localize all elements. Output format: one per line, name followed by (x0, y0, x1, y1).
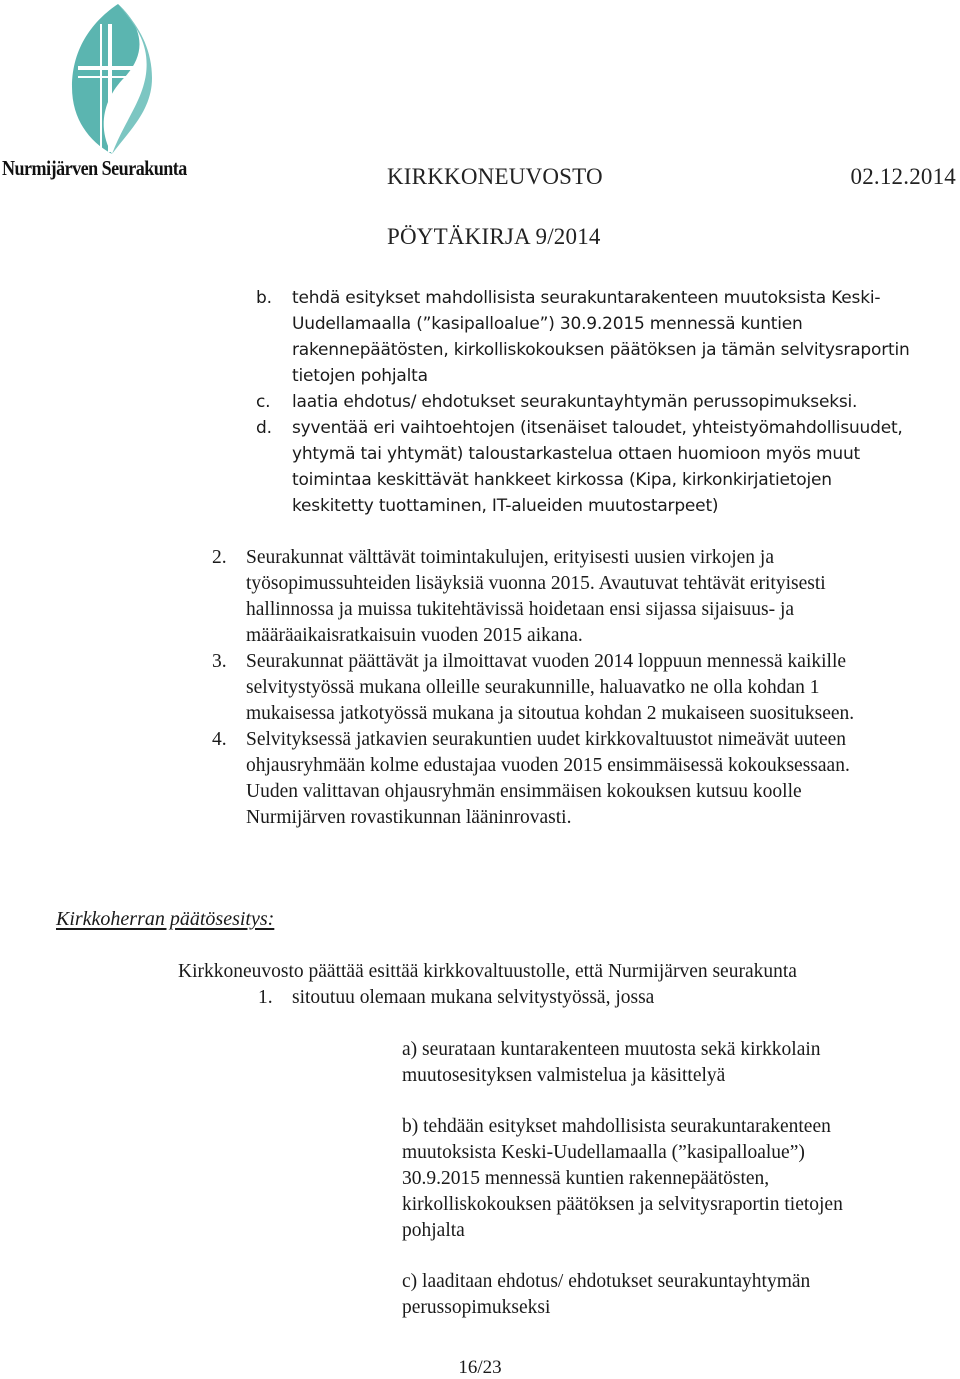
sub-line: a) seurataan kuntarakenteen muutosta sekä kirkkolain (402, 1039, 821, 1060)
sub-line: kirkolliskokouksen päätöksen ja selvitysraportin tietojen (402, 1194, 843, 1215)
meeting-date: 02.12.2014 (850, 164, 956, 189)
item-number: 1. (258, 987, 273, 1008)
list-line: toimintaa keskittävät hankkeet kirkossa (Kipa, kirkonkirjatietojen (292, 470, 832, 490)
organization-name: Nurmijärven Seurakunta (2, 156, 187, 180)
item-number: 2. (212, 547, 227, 568)
section-title: Kirkkoherran päätösesitys: (56, 908, 275, 930)
item-line: hallinnossa ja muissa tukitehtävissä hoidetaan ensi sijassa sijaisuus- ja (246, 599, 795, 620)
item-line: ohjausryhmään kolme edustajaa vuoden 2015 ensimmäisessä kokouksessaan. (246, 755, 850, 776)
list-marker: d. (256, 418, 272, 438)
item-line: Selvityksessä jatkavien seurakuntien uudet kirkkovaltuustot nimeävät uuteen (246, 729, 847, 750)
list-line: tehdä esitykset mahdollisista seurakuntarakenteen muutoksista Keski- (292, 288, 881, 308)
list-line: keskitetty tuottaminen, IT-alueiden muutostarpeet) (292, 496, 719, 516)
proposal-item-1: sitoutuu olemaan mukana selvitystyössä, jossa (292, 987, 655, 1008)
page-number: 16/23 (458, 1357, 502, 1378)
item-line: Nurmijärven rovastikunnan lääninrovasti. (246, 807, 572, 828)
item-number: 3. (212, 651, 227, 672)
item-line: mukaisessa jatkotyössä mukana ja sitoutua kohdan 2 mukaiseen suositukseen. (246, 703, 855, 724)
proposal-intro: Kirkkoneuvosto päättää esittää kirkkovaltuustolle, että Nurmijärven seurakunta (178, 961, 797, 982)
list-line: Uudellamaalla (”kasipalloalue”) 30.9.2015 mennessä kuntien (292, 314, 803, 334)
sub-line: c) laaditaan ehdotus/ ehdotukset seurakuntayhtymän (402, 1271, 811, 1292)
sub-line: 30.9.2015 mennessä kuntien rakennepäätösten, (402, 1168, 770, 1189)
list-line: tietojen pohjalta (292, 366, 428, 386)
sub-line: pohjalta (402, 1220, 465, 1241)
item-line: määräaikaisratkaisuin vuoden 2015 aikana. (246, 625, 583, 646)
item-line: selvitystyössä mukana olleille seurakunnille, haluavatko ne olla kohdan 1 (246, 677, 820, 698)
list-line: laatia ehdotus/ ehdotukset seurakuntayhtymän perussopimukseksi. (292, 392, 858, 412)
cross-flame-icon (64, 2, 154, 157)
item-number: 4. (212, 729, 227, 750)
board-title: KIRKKONEUVOSTO (387, 164, 603, 189)
list-marker: b. (256, 288, 272, 308)
item-line: työsopimussuhteiden lisäyksiä vuonna 2015. Avautuvat tehtävät erityisesti (246, 573, 826, 594)
list-line: rakennepäätösten, kirkolliskokouksen päätöksen ja tämän selvitysraportin (292, 340, 910, 360)
sub-line: b) tehdään esitykset mahdollisista seurakuntarakenteen (402, 1116, 831, 1137)
list-line: yhtymä tai yhtymät) taloustarkastelua ottaen huomioon myös muut (292, 444, 861, 464)
minutes-number: PÖYTÄKIRJA 9/2014 (387, 224, 601, 249)
sub-line: perussopimukseksi (402, 1297, 551, 1318)
list-line: syventää eri vaihtoehtojen (itsenäiset taloudet, yhteistyömahdollisuudet, (292, 418, 903, 438)
item-line: Seurakunnat päättävät ja ilmoittavat vuoden 2014 loppuun mennessä kaikille (246, 651, 847, 672)
sub-line: muutosesityksen valmistelua ja käsittelyä (402, 1065, 726, 1086)
item-line: Seurakunnat välttävät toimintakulujen, erityisesti uusien virkojen ja (246, 547, 775, 568)
item-line: Uuden valittavan ohjausryhmän ensimmäisen kokouksen kutsuu koolle (246, 781, 802, 802)
sub-line: muutoksista Keski-Uudellamaalla (”kasipalloalue”) (402, 1142, 805, 1163)
list-marker: c. (256, 392, 271, 412)
church-logo (0, 0, 220, 190)
